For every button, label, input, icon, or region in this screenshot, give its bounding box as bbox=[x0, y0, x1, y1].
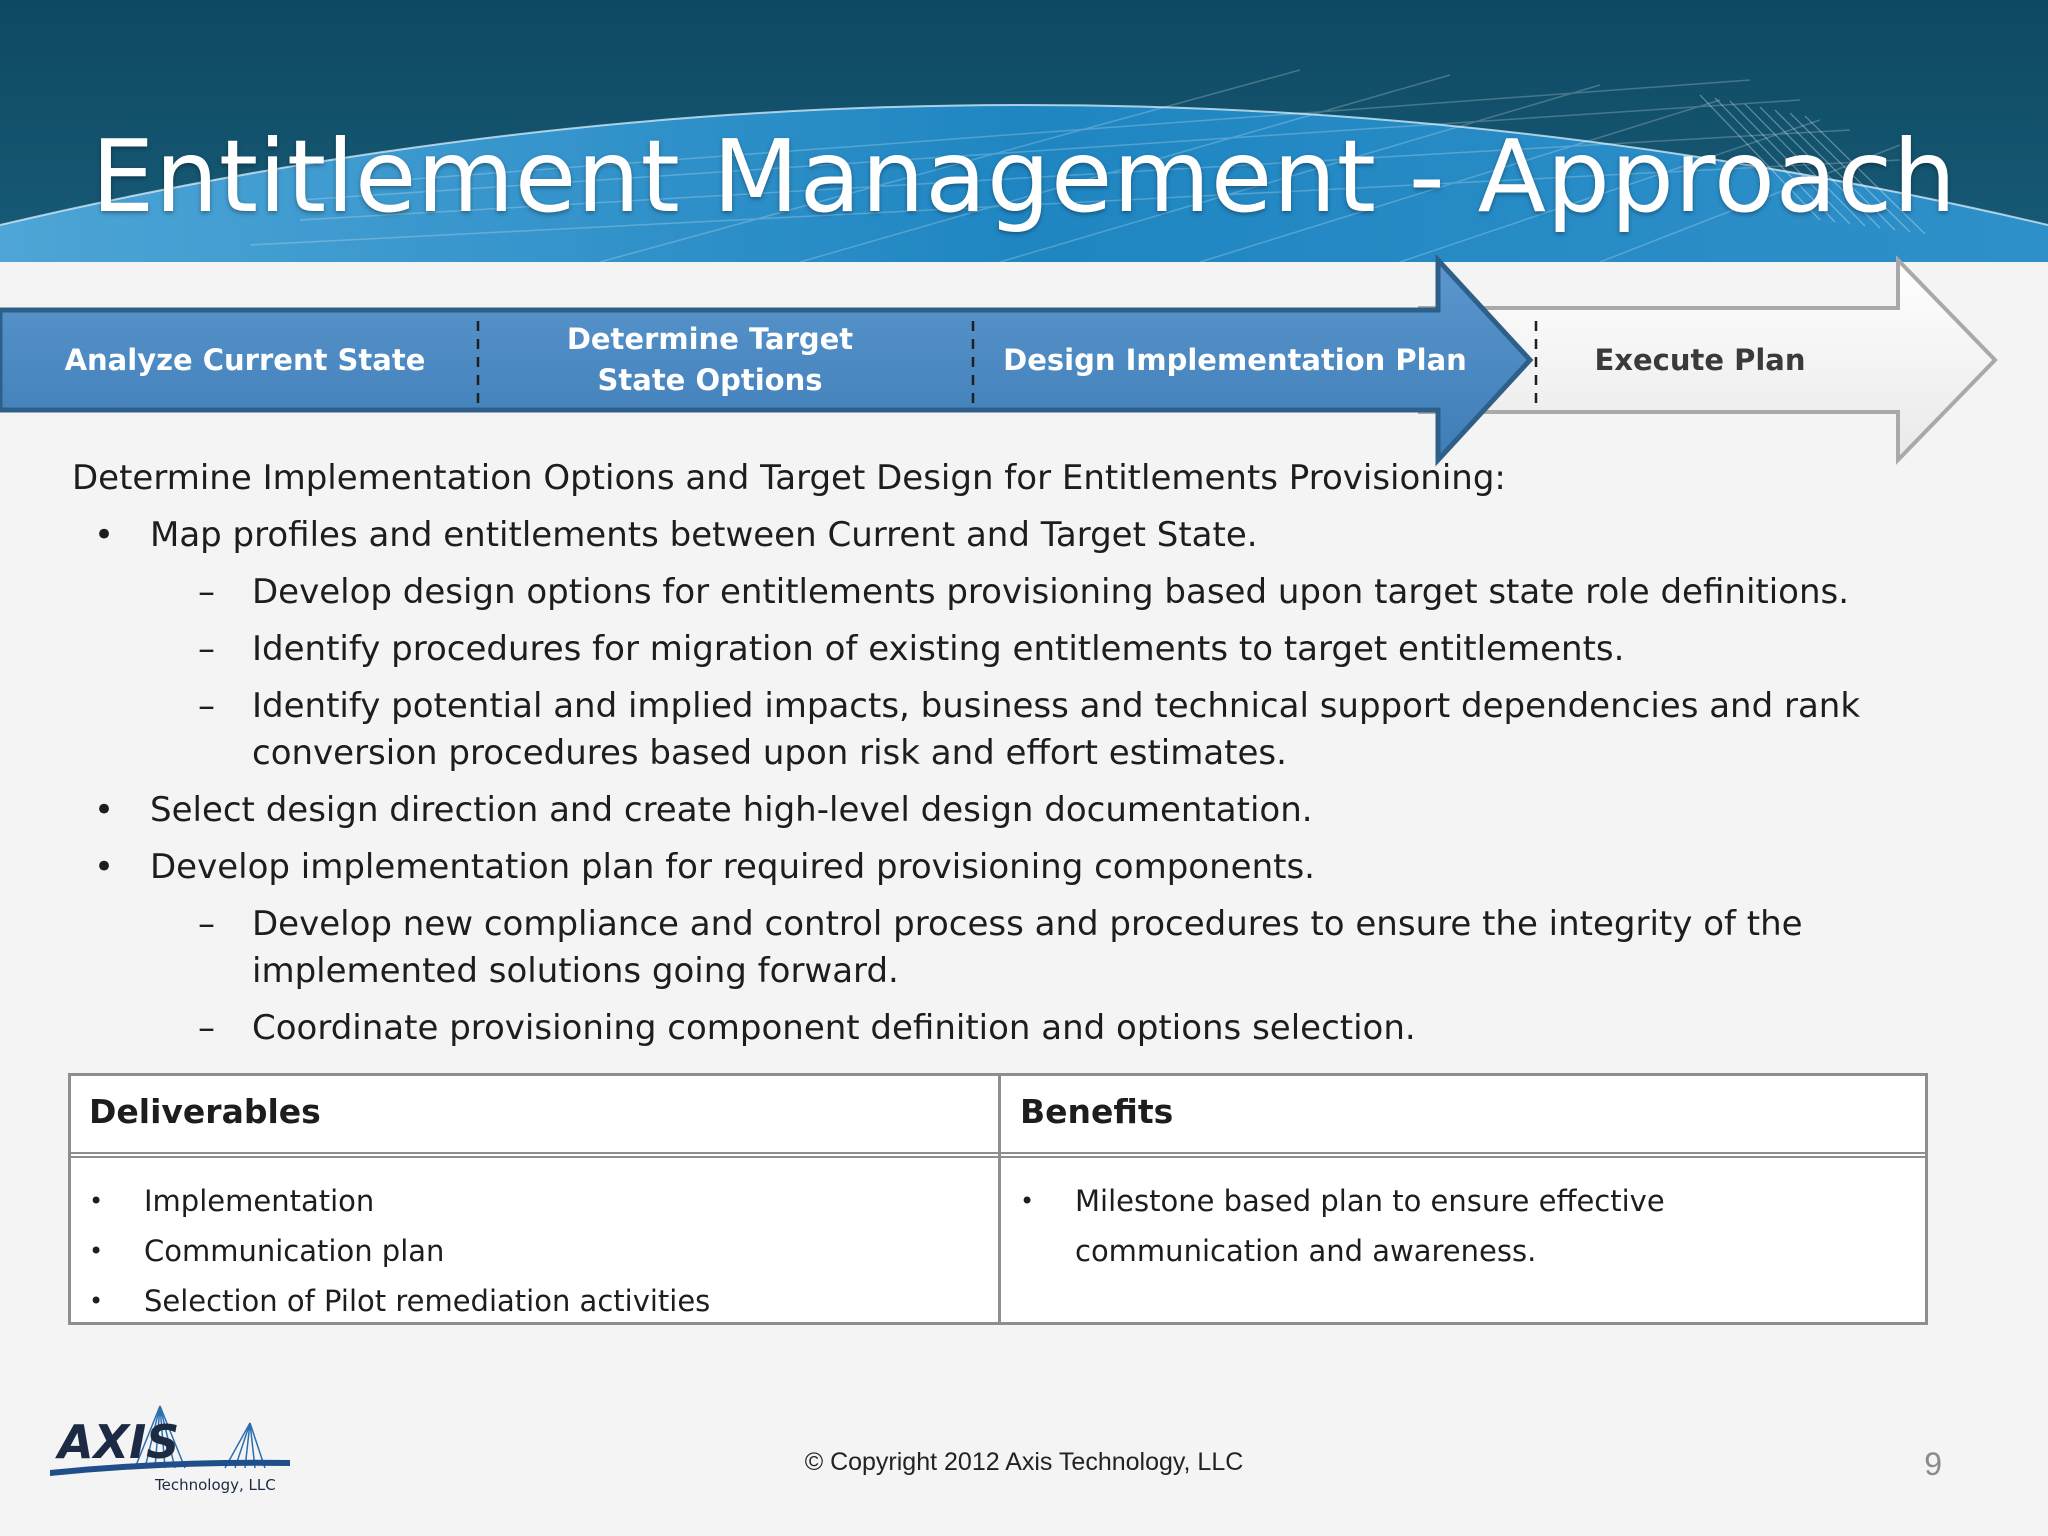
page-number: 9 bbox=[1924, 1446, 1942, 1482]
dash-icon: – bbox=[198, 686, 215, 726]
list-item bbox=[71, 1176, 991, 1226]
process-arrow bbox=[0, 255, 2048, 470]
stage-determine-target-state-options: Determine Target State Options bbox=[566, 322, 854, 397]
bullet-dot-icon: • bbox=[89, 1187, 104, 1215]
sub-bullet-text: Coordinate provisioning component definition and options selection. bbox=[252, 1008, 1416, 1048]
table-column-divider bbox=[998, 1076, 1001, 1322]
bullet-text: Select design direction and create high-level design documentation. bbox=[150, 790, 1313, 830]
logo-text: AXIS bbox=[58, 1415, 180, 1469]
sub-bullet-item bbox=[72, 683, 1872, 777]
deliverable-text: Implementation bbox=[144, 1184, 375, 1218]
sub-bullet-item bbox=[72, 569, 1972, 616]
dash-icon: – bbox=[198, 629, 215, 669]
sub-bullet-text: Identify potential and implied impacts, business and technical support dependencies and rank conversion procedures based upon risk and effort estimates. bbox=[252, 686, 1861, 773]
sub-bullet-text: Develop design options for entitlements provisioning based upon target state role definitions. bbox=[252, 572, 1850, 612]
list-item bbox=[71, 1276, 991, 1326]
stage-analyze-current-state: Analyze Current State bbox=[64, 342, 426, 377]
sub-bullet-item bbox=[72, 901, 1812, 995]
bullet-text: Develop implementation plan for required provisioning components. bbox=[150, 847, 1315, 887]
deliverable-text: Selection of Pilot remediation activities bbox=[144, 1284, 711, 1318]
bullet-dot-icon: • bbox=[1020, 1187, 1035, 1215]
deliverables-list bbox=[71, 1176, 991, 1326]
intro-text: Determine Implementation Options and Target Design for Entitlements Provisioning: bbox=[72, 458, 1506, 498]
sub-bullet-item bbox=[72, 626, 1972, 673]
list-item bbox=[71, 1226, 991, 1276]
benefit-text: Milestone based plan to ensure effective communication and awareness. bbox=[1075, 1184, 1665, 1268]
benefits-list bbox=[1002, 1176, 1882, 1276]
bullet-dot-icon: • bbox=[94, 847, 115, 887]
slide-body bbox=[72, 455, 1972, 1062]
stage-execute-plan: Execute Plan bbox=[1594, 342, 1806, 377]
dash-icon: – bbox=[198, 904, 215, 944]
sub-bullet-item bbox=[72, 1005, 1972, 1052]
bullet-dot-icon: • bbox=[94, 515, 115, 555]
dash-icon: – bbox=[198, 572, 215, 612]
bullet-item bbox=[72, 787, 1972, 834]
bullet-item bbox=[72, 844, 1972, 891]
header-banner bbox=[0, 0, 2048, 262]
deliverable-text: Communication plan bbox=[144, 1234, 445, 1268]
bullet-dot-icon: • bbox=[94, 790, 115, 830]
bullet-dot-icon: • bbox=[89, 1237, 104, 1265]
list-item bbox=[1002, 1176, 1882, 1276]
header-deliverables: Deliverables bbox=[89, 1092, 321, 1131]
bullet-item bbox=[72, 512, 1972, 559]
deliverables-benefits-table bbox=[68, 1073, 1928, 1325]
bullet-dot-icon: • bbox=[89, 1287, 104, 1315]
dash-icon: – bbox=[198, 1008, 215, 1048]
header-benefits: Benefits bbox=[1020, 1092, 1174, 1131]
slide-title: Entitlement Management - Approach bbox=[91, 118, 1957, 235]
sub-bullet-text: Identify procedures for migration of existing entitlements to target entitlements. bbox=[252, 629, 1625, 669]
copyright-text: © Copyright 2012 Axis Technology, LLC bbox=[804, 1448, 1244, 1476]
logo-subtext: Technology, LLC bbox=[155, 1476, 276, 1494]
stage-design-implementation-plan: Design Implementation Plan bbox=[1003, 342, 1467, 377]
bullet-text: Map profiles and entitlements between Current and Target State. bbox=[150, 515, 1258, 555]
sub-bullet-text: Develop new compliance and control process and procedures to ensure the integrity of the implemented solutions going forward. bbox=[252, 904, 1803, 991]
